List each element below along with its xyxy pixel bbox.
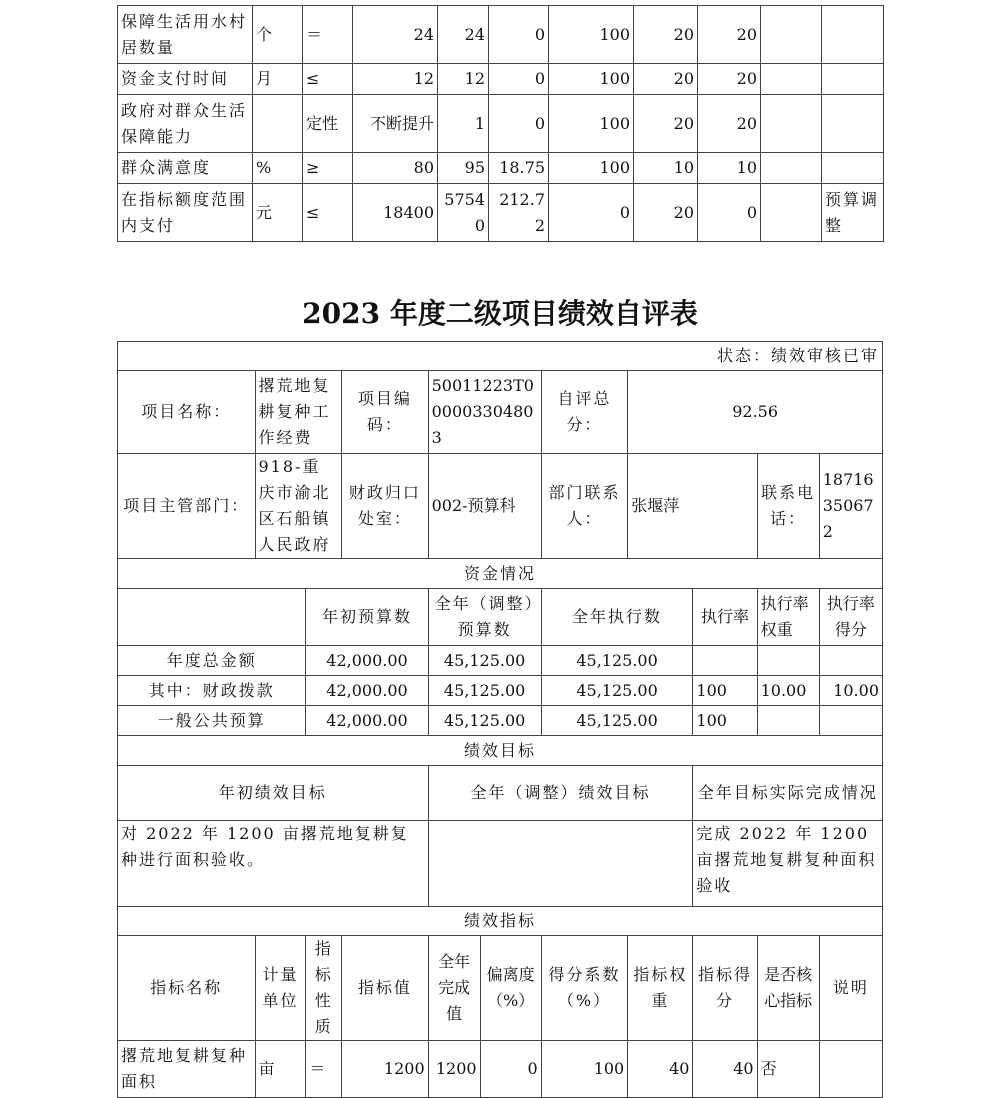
funds-adjusted: 45,125.00 [428, 706, 541, 736]
funds-adjusted: 45,125.00 [428, 646, 541, 676]
funds-initial: 42,000.00 [306, 706, 428, 736]
funds-header-adjusted: 全年（调整）预算数 [428, 589, 541, 646]
indicator-core [761, 64, 822, 95]
ind-header-weight: 指标权重 [628, 936, 693, 1041]
indicator-score: 20 [698, 64, 761, 95]
funds-header-executed: 全年执行数 [541, 589, 693, 646]
indicator-actual: 57540 [438, 184, 489, 242]
dept-value: 918-重庆市渝北区石船镇人民政府 [255, 454, 342, 559]
goals-header-actual: 全年目标实际完成情况 [693, 766, 883, 821]
dept-label: 项目主管部门： [118, 454, 256, 559]
indicator-name: 在指标额度范围内支付 [118, 184, 253, 242]
indicator-coef: 100 [549, 64, 634, 95]
funds-weight [757, 646, 819, 676]
indicator-deviation: 212.72 [489, 184, 549, 242]
funds-initial: 42,000.00 [306, 676, 428, 706]
funds-header-blank [118, 589, 306, 646]
indicator-unit: 元 [253, 184, 303, 242]
ind-header-score: 指标得分 [693, 936, 757, 1041]
office-value: 002-预算科 [428, 454, 541, 559]
indicator-note [822, 95, 884, 153]
indicator-coef: 0 [549, 184, 634, 242]
indicator-nature: ≤ [303, 184, 353, 242]
funds-row-label: 其中：财政拨款 [118, 676, 306, 706]
table-row [118, 1041, 883, 1098]
ind-header-nature: 指标性质 [306, 936, 342, 1041]
indicator-score: 10 [698, 153, 761, 184]
table-row [118, 676, 883, 706]
funds-weight [757, 706, 819, 736]
funds-section-title: 资金情况 [118, 559, 883, 589]
indicators-section-row [118, 907, 883, 936]
funds-row-label: 一般公共预算 [118, 706, 306, 736]
office-label: 财政归口处室： [342, 454, 429, 559]
table-row [118, 153, 884, 184]
indicator-coef: 100 [549, 153, 634, 184]
indicators-section-title: 绩效指标 [118, 907, 883, 936]
self-score-value: 92.56 [628, 371, 883, 454]
funds-initial: 42,000.00 [306, 646, 428, 676]
ind-header-deviation: 偏离度（%） [480, 936, 541, 1041]
indicator-value: 18400 [353, 184, 438, 242]
indicator-score: 20 [698, 6, 761, 64]
indicator-value: 1200 [342, 1041, 429, 1098]
indicator-weight: 20 [634, 6, 698, 64]
funds-adjusted: 45,125.00 [428, 676, 541, 706]
ind-header-note: 说明 [819, 936, 882, 1041]
indicator-nature: ＝ [303, 6, 353, 64]
goals-header-row [118, 766, 883, 821]
indicator-actual: 12 [438, 64, 489, 95]
indicator-coef: 100 [549, 6, 634, 64]
ind-header-core: 是否核心指标 [757, 936, 819, 1041]
indicator-note [822, 6, 884, 64]
indicator-name: 政府对群众生活保障能力 [118, 95, 253, 153]
contact-label: 部门联系人： [541, 454, 628, 559]
indicators-header-row [118, 936, 883, 1041]
goals-section-row [118, 736, 883, 766]
indicator-value: 不断提升 [353, 95, 438, 153]
indicator-note [819, 1041, 882, 1098]
ind-header-value: 指标值 [342, 936, 429, 1041]
funds-header-rate: 执行率 [693, 589, 757, 646]
funds-rate: 100 [693, 676, 757, 706]
indicator-core [761, 6, 822, 64]
indicator-unit [253, 95, 303, 153]
project-name-row [118, 371, 883, 454]
funds-header-score: 执行率得分 [819, 589, 882, 646]
funds-executed: 45,125.00 [541, 706, 693, 736]
indicator-actual: 1200 [428, 1041, 480, 1098]
indicator-deviation: 0 [480, 1041, 541, 1098]
ind-header-coef: 得分系数（%） [541, 936, 628, 1041]
indicator-unit: 个 [253, 6, 303, 64]
indicator-name: 资金支付时间 [118, 64, 253, 95]
goals-actual-text: 完成 2022 年 1200 亩撂荒地复耕复种面积验收 [693, 821, 883, 907]
funds-score [819, 706, 882, 736]
status-text: 状态：绩效审核已审 [118, 342, 883, 371]
project-code-value: 50011223T000003304803 [428, 371, 541, 454]
indicator-nature: ＝ [306, 1041, 342, 1098]
funds-executed: 45,125.00 [541, 676, 693, 706]
indicator-coef: 100 [549, 95, 634, 153]
indicator-note [822, 64, 884, 95]
indicator-core: 否 [757, 1041, 819, 1098]
indicator-actual: 1 [438, 95, 489, 153]
indicator-weight: 20 [634, 95, 698, 153]
indicator-coef: 100 [541, 1041, 628, 1098]
page-title: 2023 年度二级项目绩效自评表 [302, 297, 698, 330]
funds-rate: 100 [693, 706, 757, 736]
project-name-value: 撂荒地复耕复种工作经费 [255, 371, 342, 454]
project-name-label: 项目名称： [118, 371, 256, 454]
indicator-deviation: 18.75 [489, 153, 549, 184]
goals-adjusted-text [428, 821, 693, 907]
indicator-note: 预算调整 [822, 184, 884, 242]
indicator-note [822, 153, 884, 184]
indicator-score: 20 [698, 95, 761, 153]
indicator-deviation: 0 [489, 6, 549, 64]
table-row [118, 646, 883, 676]
previous-indicators-table [117, 5, 884, 242]
indicator-name: 保障生活用水村居数量 [118, 6, 253, 64]
indicator-weight: 20 [634, 184, 698, 242]
indicator-value: 80 [353, 153, 438, 184]
table-row [118, 706, 883, 736]
indicator-name: 群众满意度 [118, 153, 253, 184]
table-row [118, 64, 884, 95]
phone-label: 联系电话： [757, 454, 819, 559]
indicator-weight: 10 [634, 153, 698, 184]
indicator-actual: 24 [438, 6, 489, 64]
table-row [118, 184, 884, 242]
indicator-core [761, 95, 822, 153]
indicator-actual: 95 [438, 153, 489, 184]
contact-value: 张堰萍 [628, 454, 757, 559]
indicator-unit: 亩 [255, 1041, 306, 1098]
indicator-name: 撂荒地复耕复种面积 [118, 1041, 256, 1098]
ind-header-unit: 计量单位 [255, 936, 306, 1041]
table-row [118, 95, 884, 153]
goals-header-adjusted: 全年（调整）绩效目标 [428, 766, 693, 821]
funds-rate [693, 646, 757, 676]
funds-header-weight: 执行率权重 [757, 589, 819, 646]
indicator-value: 24 [353, 6, 438, 64]
indicator-nature: ≥ [303, 153, 353, 184]
indicator-nature: ≤ [303, 64, 353, 95]
funds-weight: 10.00 [757, 676, 819, 706]
phone-value: 18716350672 [819, 454, 882, 559]
self-evaluation-table [117, 341, 883, 1098]
indicator-nature: 定性 [303, 95, 353, 153]
indicator-core [761, 153, 822, 184]
funds-score: 10.00 [819, 676, 882, 706]
ind-header-actual: 全年完成值 [428, 936, 480, 1041]
status-row [118, 342, 883, 371]
goals-section-title: 绩效目标 [118, 736, 883, 766]
ind-header-name: 指标名称 [118, 936, 256, 1041]
goals-header-initial: 年初绩效目标 [118, 766, 429, 821]
indicator-value: 12 [353, 64, 438, 95]
table-row [118, 6, 884, 64]
indicator-score: 0 [698, 184, 761, 242]
goals-initial-text: 对 2022 年 1200 亩撂荒地复耕复种进行面积验收。 [118, 821, 429, 907]
funds-score [819, 646, 882, 676]
indicator-score: 40 [693, 1041, 757, 1098]
indicator-unit: % [253, 153, 303, 184]
indicator-unit: 月 [253, 64, 303, 95]
department-row [118, 454, 883, 559]
indicator-deviation: 0 [489, 95, 549, 153]
funds-header-row [118, 589, 883, 646]
funds-section-row [118, 559, 883, 589]
project-code-label: 项目编码： [342, 371, 429, 454]
funds-executed: 45,125.00 [541, 646, 693, 676]
indicator-weight: 20 [634, 64, 698, 95]
self-score-label: 自评总分： [541, 371, 628, 454]
indicator-core [761, 184, 822, 242]
indicator-weight: 40 [628, 1041, 693, 1098]
funds-row-label: 年度总金额 [118, 646, 306, 676]
funds-header-initial: 年初预算数 [306, 589, 428, 646]
goals-content-row [118, 821, 883, 907]
indicator-deviation: 0 [489, 64, 549, 95]
